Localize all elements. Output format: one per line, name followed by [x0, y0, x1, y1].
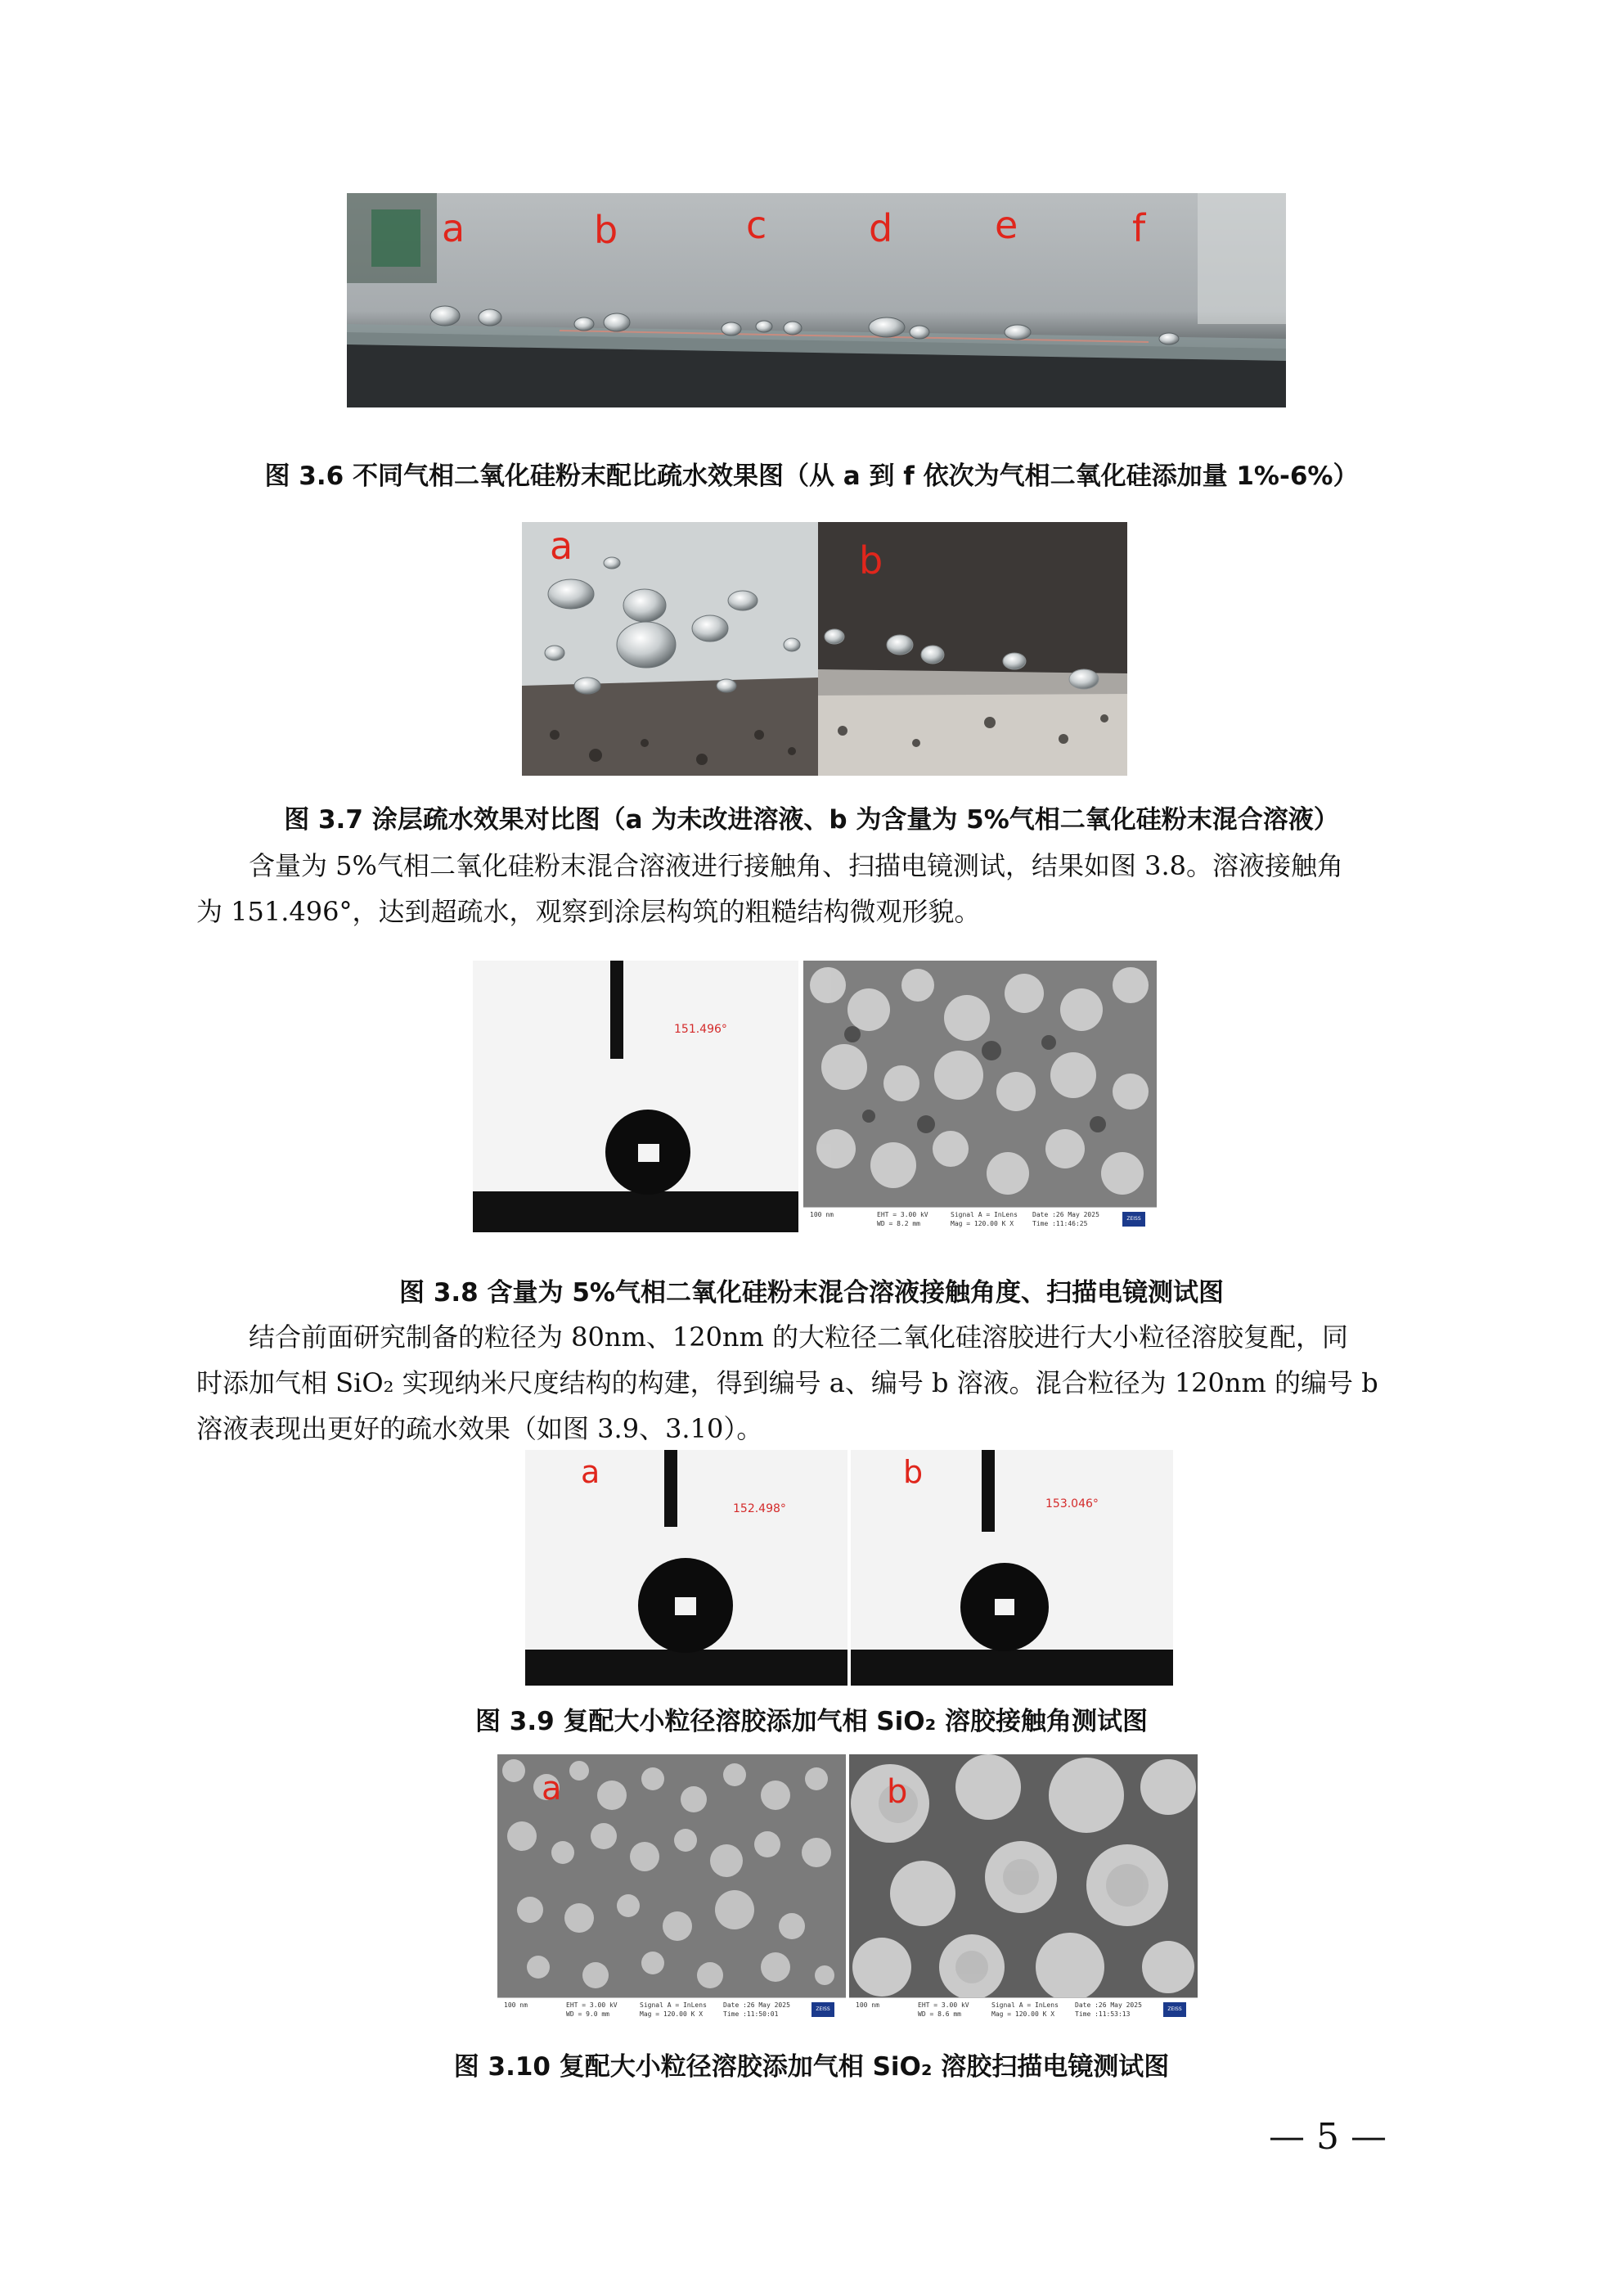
- figure-3-9-label-b: b: [903, 1454, 924, 1490]
- figure-3-10-sem-b: [849, 1754, 1198, 2023]
- sem-wd: WD = 8.6 mm: [918, 2010, 961, 2018]
- paragraph-2-line-3: 溶液表现出更好的疏水效果（如图 3.9、3.10）。: [196, 1413, 763, 1444]
- figure-3-6-label-e: e: [995, 203, 1018, 247]
- paragraph-1-line-1: 含量为 5%气相二氧化硅粉末混合溶液进行接触角、扫描电镜测试，结果如图 3.8。溶液接触角: [249, 850, 1344, 881]
- figure-3-10-sem-b-infobar: [849, 1997, 1198, 2023]
- zeiss-logo: ZEISS: [1163, 2002, 1186, 2017]
- figure-3-9-angle-b: 153.046°: [1045, 1497, 1099, 1510]
- figure-3-9-image-a: [525, 1450, 847, 1686]
- figure-3-6-caption: 图 3.6 不同气相二氧化硅粉末配比疏水效果图（从 a 到 f 依次为气相二氧化硅添加量 1%-6%）: [264, 461, 1359, 491]
- zeiss-logo: ZEISS: [1122, 1212, 1145, 1227]
- figure-3-8-angle-value: 151.496°: [674, 1023, 727, 1036]
- sem-mag: Mag = 120.00 K X: [640, 2010, 704, 2018]
- figure-3-10-sem-a: [497, 1754, 846, 2023]
- figure-3-6-label-c: c: [746, 203, 767, 247]
- sem-date: Date :26 May 2025: [723, 2001, 790, 2009]
- sem-scale: 100 nm: [856, 2001, 879, 2009]
- paragraph-2-line-1: 结合前面研究制备的粒径为 80nm、120nm 的大粒径二氧化硅溶胶进行大小粒径溶胶复配，同: [249, 1321, 1349, 1353]
- figure-3-6-label-a: a: [442, 206, 465, 250]
- figure-3-8-sem-image: [803, 961, 1157, 1232]
- sem-date: Date :26 May 2025: [1032, 1211, 1099, 1218]
- page-number: — 5 —: [1269, 2116, 1387, 2158]
- sem-eht: EHT = 3.00 kV: [877, 1211, 928, 1218]
- figure-3-7-label-a: a: [550, 524, 573, 568]
- sem-scale: 100 nm: [504, 2001, 528, 2009]
- figure-3-9-image-b: [851, 1450, 1173, 1686]
- figure-3-8-sem-infobar: [803, 1207, 1157, 1232]
- sem-scale: 100 nm: [810, 1211, 834, 1218]
- figure-3-9-caption: 图 3.9 复配大小粒径溶胶添加气相 SiO₂ 溶胶接触角测试图: [475, 1707, 1148, 1736]
- sem-signal: Signal A = InLens: [951, 1211, 1018, 1218]
- figure-3-8-caption: 图 3.8 含量为 5%气相二氧化硅粉末混合溶液接触角度、扫描电镜测试图: [399, 1278, 1224, 1308]
- sem-eht: EHT = 3.00 kV: [566, 2001, 618, 2009]
- figure-3-10-caption: 图 3.10 复配大小粒径溶胶添加气相 SiO₂ 溶胶扫描电镜测试图: [453, 2052, 1170, 2082]
- paragraph-2: [196, 1314, 1432, 1452]
- figure-3-7-photo-b: [818, 522, 1127, 776]
- sem-time: Time :11:53:13: [1075, 2010, 1131, 2018]
- figure-3-6-label-d: d: [869, 206, 893, 250]
- figure-3-9-angle-a: 152.498°: [733, 1502, 786, 1515]
- sem-wd: WD = 9.0 mm: [566, 2010, 609, 2018]
- paragraph-1-line-2: 为 151.496°，达到超疏水，观察到涂层构筑的粗糙结构微观形貌。: [196, 896, 981, 927]
- figure-3-7-photo-a: [522, 522, 818, 776]
- figure-3-6-label-f: f: [1132, 206, 1146, 250]
- figure-3-10-sem-a-infobar: [497, 1997, 846, 2023]
- sem-eht: EHT = 3.00 kV: [918, 2001, 969, 2009]
- sem-signal: Signal A = InLens: [991, 2001, 1059, 2009]
- figure-3-7-caption: 图 3.7 涂层疏水效果对比图（a 为未改进溶液、b 为含量为 5%气相二氧化硅粉末混合溶液）: [284, 805, 1339, 835]
- sem-wd: WD = 8.2 mm: [877, 1220, 920, 1227]
- figure-3-10-label-b: b: [887, 1773, 908, 1811]
- figure-3-10-label-a: a: [542, 1770, 562, 1808]
- sem-time: Time :11:50:01: [723, 2010, 779, 2018]
- sem-signal: Signal A = InLens: [640, 2001, 707, 2009]
- sem-time: Time :11:46:25: [1032, 1220, 1088, 1227]
- figure-3-9-label-a: a: [581, 1454, 600, 1490]
- figure-3-6-photo: [347, 193, 1286, 407]
- figure-3-6-label-b: b: [594, 208, 618, 252]
- figure-3-7-label-b: b: [859, 538, 883, 583]
- sem-mag: Mag = 120.00 K X: [991, 2010, 1055, 2018]
- paragraph-2-line-2: 时添加气相 SiO₂ 实现纳米尺度结构的构建，得到编号 a、编号 b 溶液。混合粒径为 120nm 的编号 b: [196, 1367, 1378, 1398]
- sem-mag: Mag = 120.00 K X: [951, 1220, 1014, 1227]
- zeiss-logo: ZEISS: [812, 2002, 834, 2017]
- paragraph-1: [196, 843, 1432, 934]
- sem-date: Date :26 May 2025: [1075, 2001, 1142, 2009]
- figure-3-8-contact-angle-image: [473, 961, 798, 1232]
